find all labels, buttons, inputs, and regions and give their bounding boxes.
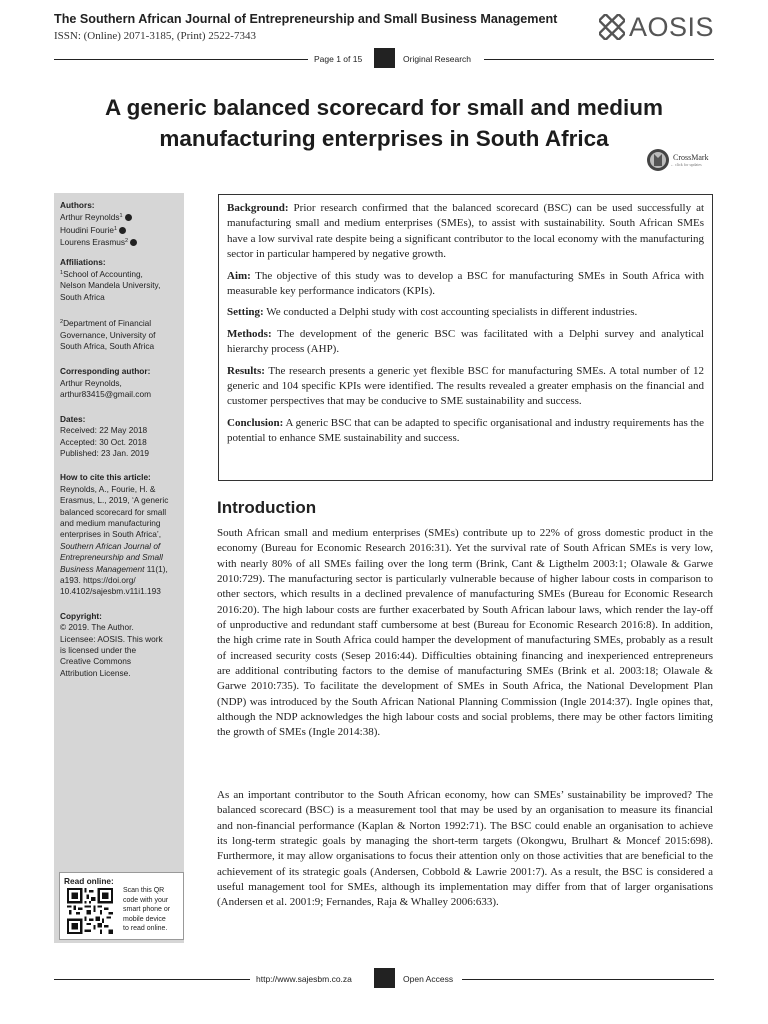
copyright-line: Licensee: AOSIS. This work [60,633,163,644]
abstract-label: Methods: [227,327,272,340]
authors-heading: Authors: [60,200,95,210]
orcid-icon[interactable] [119,227,126,234]
cite-line: enterprises in South Africa’, [60,529,161,540]
abstract-label: Results: [227,364,265,377]
corresponding-email[interactable]: arthur83415@gmail.com [60,389,151,400]
author-item [60,236,178,248]
affiliations-block [60,257,178,304]
affiliation-text: Department of Financial [63,318,152,329]
abstract-label: Aim: [227,269,251,282]
date-accepted: Accepted: 30 Oct. 2018 [60,436,147,447]
affiliation-sup: 1 [60,270,64,277]
affiliation-line: Nelson Mandela University, [60,280,161,291]
copyright-heading: Copyright: [60,610,102,621]
cite-doi-line[interactable]: a193. https://doi.org/ [60,574,136,585]
author-affiliation-sup: 1 [113,225,118,232]
affiliation-line: South Africa [60,291,105,302]
section-heading-introduction: Introduction [217,498,317,517]
cite-journal-line [60,564,178,575]
cite-journal-name: Business Management [60,563,145,574]
page-marker [374,48,395,68]
abstract-conclusion [227,416,704,447]
footer-rule-left [54,979,250,980]
abstract-background [227,201,704,263]
footer-rule-right [462,979,714,980]
instruction-line: smart phone or [123,906,171,914]
cite-doi-line[interactable]: 10.4102/sajesbm.v11i1.193 [60,586,161,597]
intro-paragraph-2: As an important contributor to the South African economy, how can SMEs’ sustainability be improved? The balanced scorecard (BSC) is a measurement tool that may be used by an organisation to measure its financial and non-financial performance (Kaplan & Norton 1992:71). The BSC could enable an organisation to achieve its long-term strategic goals by managing the short-term targets (Okongwu, Brulhart & Moncef 2015:698). Furthermore, it may allow organisations to focus their attention only on those activities that are beneficial to the achievement of its strategic goals (Andersen, Cobbold & Lawrie 2001:7). As a result, the BSC is considered a useful management tool for SMEs, although its implementation may differ from that of larger organisations (Andersen et al. 2001:9; Fernandes, Raja & Whalley 2006:633). [217,789,713,909]
author-name: Arthur Reynolds [60,212,120,223]
crossmark-sublabel: ← click for updates [670,161,702,167]
orcid-icon[interactable] [130,239,137,246]
date-received: Received: 22 May 2018 [60,425,148,436]
affiliation-line: South Africa, South Africa [60,341,155,352]
abstract-methods [227,327,704,358]
copyright-line: is licensed under the [60,645,137,655]
copyright-line: Creative Commons [60,656,132,667]
citation-block [60,472,178,597]
instruction-line: Scan this QR [123,887,165,894]
author-affiliation-sup: 1 [119,213,123,220]
cite-journal-line: Southern African Journal of [60,540,161,551]
abstract-label: Conclusion: [227,416,284,429]
publisher-logo[interactable] [599,12,714,42]
journal-url-link[interactable]: http://www.sajesbm.co.za [256,974,352,984]
affiliation-sup: 2 [60,319,64,326]
abstract-text: We conducted a Delphi study with cost accounting specialists in different industries. [266,306,638,319]
cite-heading: How to cite this article: [60,472,151,483]
logo-text: AOSIS [628,12,714,42]
cite-journal-line: Entrepreneurship and Small [60,552,163,563]
article-type: Original Research [403,54,472,64]
corresponding-block [60,366,178,400]
abstract-aim [227,269,704,300]
affiliation-line: Governance, University of [60,329,156,340]
read-online-instructions [123,886,183,934]
copyright-line: Attribution License. [60,667,131,678]
abstract-text: Prior research confirmed that the balanced scorecard (BSC) can be used successfully at manufacturing small and medium enterprises (SMEs), to assist with sustainability. South African SMEs have a low survival rate despite being a significant contributor to the local economy with the manufacturing sector in particular hampered by negative growth. [227,202,705,261]
abstract-results [227,364,704,410]
read-online-heading: Read online: [64,876,114,886]
page-label: Page 1 of 15 [314,54,363,64]
dates-block [60,414,178,460]
crossmark-badge[interactable] [646,148,709,172]
abstract-box [218,194,713,481]
footer-marker [374,968,395,988]
read-online-box [59,872,184,940]
author-affiliation-sup: 2 [125,238,129,245]
abstract-text: The objective of this study was to develop a BSC for manufacturing SMEs in South Africa with measurable key performance indicators (KPIs). [227,269,704,298]
abstract-text: The research presents a generic yet flexible BSC for manufacturing SMEs. A total number of 12 generic and 104 specific KPIs were identified. The results revealed a greater emphasis on the financial and customer perspectives that may be conducive to SME sustainability and success. [227,364,704,408]
cite-line: and medium manufacturing [60,517,161,528]
article-info-sidebar [54,193,184,943]
corresponding-heading: Corresponding author: [60,366,151,377]
top-rule-right [484,59,714,60]
affiliation-line [60,268,178,280]
abstract-text: A generic BSC that can be adapted to specific organisational and industry requirements has the potential to enhance SME sustainability and success. [227,416,704,445]
crossmark-icon [646,148,670,172]
abstract-label: Setting: [227,306,264,319]
cite-volume: 11(1), [144,563,168,574]
instruction-line: code with your [123,896,169,904]
orcid-icon[interactable] [125,214,132,221]
cite-line: Reynolds, A., Fourie, H. & [60,483,156,494]
author-item [60,211,178,223]
intro-paragraph-1: South African small and medium enterprises (SMEs) contribute up to 22% of gross domestic product in the economy (Bureau for Economic Research 2016:31). Yet the survival rate of South African SMEs is very low, with nearly 80% of all SMEs failing over the long term (Brink, Cant & Ligthelm 2003:1; Olawale & Garwe 2010:729). The manufacturing sector is particularly vulnerable because of higher labour costs in comparison to other sectors, which results in a declined prevalence of manufacturing SMEs (Bureau for Economic Research 2016:20). The high labour costs are further exacerbated by South African labour laws, which render the lay-off of unproductive and redundant staff cumbersome at best (Bureau for Economic Research 2016:8). In addition, the high crime rate in South Africa could hamper the development of manufacturing SMEs, probably as a result of increased security costs (Sesep 2016:44). Difficulties obtaining financing and inexperienced entrepreneurs are additional contributing factors to the demise of manufacturing SMEs (Brink et al. 2003:18; Olawale & Garwe 2010:735). To facilitate the development of SMEs in South Africa, the National Development Plan (NDP) was introduced by the South African National Planning Commission (Ingle 2014:37). Ingle opines that, although the NDP acknowledges the high labour costs and social problems, there may be other factors limiting the growth of SMEs (Ingle 2014:38). [217,527,713,739]
author-name: Houdini Fourie [60,224,114,235]
affiliations-heading: Affiliations: [60,256,106,267]
date-published: Published: 23 Jan. 2019 [60,447,150,458]
affiliation-2-block [60,317,178,352]
copyright-line: © 2019. The Author. [60,622,134,633]
aosis-logo-icon [599,14,625,40]
abstract-setting [227,305,704,320]
affiliation-line [60,317,178,329]
title-line-2: manufacturing enterprises in South Africa [159,126,609,151]
authors-block [60,200,178,249]
cite-line: Erasmus, L., 2019, ‘A generic [60,495,169,506]
cite-line: balanced scorecard for small [60,506,167,517]
top-rule-left [54,59,308,60]
qr-code-icon[interactable] [67,888,113,934]
dates-heading: Dates: [60,413,86,424]
abstract-text: The development of the generic BSC was facilitated with a Delphi survey and analytical hierarchy process (AHP). [227,327,704,356]
instruction-line: mobile device [123,915,166,923]
crossmark-label: CrossMark [673,152,709,162]
author-item [60,224,178,236]
corresponding-name: Arthur Reynolds, [60,377,122,388]
open-access-label: Open Access [403,974,454,984]
journal-header [54,10,714,50]
issn: ISSN: (Online) 2071-3185, (Print) 2522-7343 [54,30,256,42]
instruction-line: to read online. [123,925,168,933]
abstract-label: Background: [227,202,289,214]
journal-title: The Southern African Journal of Entrepreneurship and Small Business Management [54,12,558,26]
article-title [54,92,714,154]
title-line-1: A generic balanced scorecard for small and medium [104,95,664,120]
copyright-block [60,611,178,679]
affiliation-text: School of Accounting, [63,269,143,280]
author-name: Lourens Erasmus [60,237,126,248]
